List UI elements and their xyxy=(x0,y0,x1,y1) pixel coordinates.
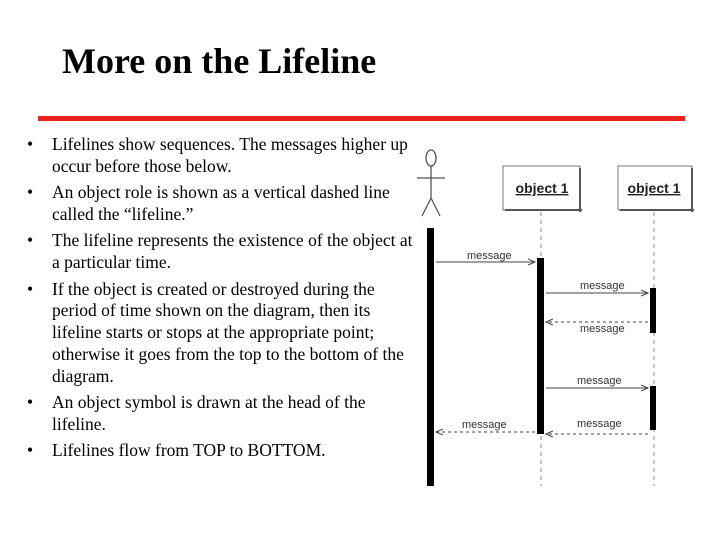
object-label: object 1 xyxy=(627,180,681,196)
activation-bar xyxy=(650,386,656,430)
object-label: object 1 xyxy=(515,180,569,196)
bullet-text: An object symbol is drawn at the head of the lifeline. xyxy=(52,392,366,434)
bullet-marker: • xyxy=(27,134,34,154)
object-box xyxy=(618,166,694,212)
message-arrow xyxy=(546,280,648,293)
message-label: message xyxy=(462,419,507,431)
bullet-marker: • xyxy=(27,230,34,251)
message-label: message xyxy=(467,250,512,262)
bullet-text: Lifelines flow from TOP to BOTTOM. xyxy=(52,440,326,461)
bullet-text: The lifeline represents the existence of the object at a particular time. xyxy=(52,230,413,273)
bullet-marker: • xyxy=(27,278,34,299)
activation-bar xyxy=(537,258,544,434)
message-label: message xyxy=(577,418,622,430)
bullet-text: Lifelines show sequences. The messages higher up occur before those below. xyxy=(52,134,408,176)
actor-activation-bar xyxy=(427,228,434,486)
message-arrow xyxy=(546,418,648,434)
activation-bar xyxy=(650,288,656,333)
bullet-marker: • xyxy=(27,392,34,413)
bullet-text: An object role is shown as a vertical dashed line called the “lifeline.” xyxy=(52,182,390,224)
message-arrow xyxy=(546,375,648,388)
message-arrow xyxy=(546,322,648,335)
stick-figure-icon xyxy=(417,150,445,216)
object-box xyxy=(503,166,582,212)
message-arrow xyxy=(436,419,535,432)
bullet-marker: • xyxy=(27,440,34,461)
message-label: message xyxy=(580,280,625,292)
bullet-marker: • xyxy=(27,182,34,203)
message-label: message xyxy=(580,323,625,335)
slide-title: More on the Lifeline xyxy=(62,41,377,81)
message-arrow xyxy=(436,250,535,262)
bullet-text: If the object is created or destroyed during the period of time shown on the diagram, then its lifeline starts or stops at the appropriate point; otherwise it goes from the top to the bottom of the diagram. xyxy=(52,278,404,386)
message-label: message xyxy=(577,375,622,387)
